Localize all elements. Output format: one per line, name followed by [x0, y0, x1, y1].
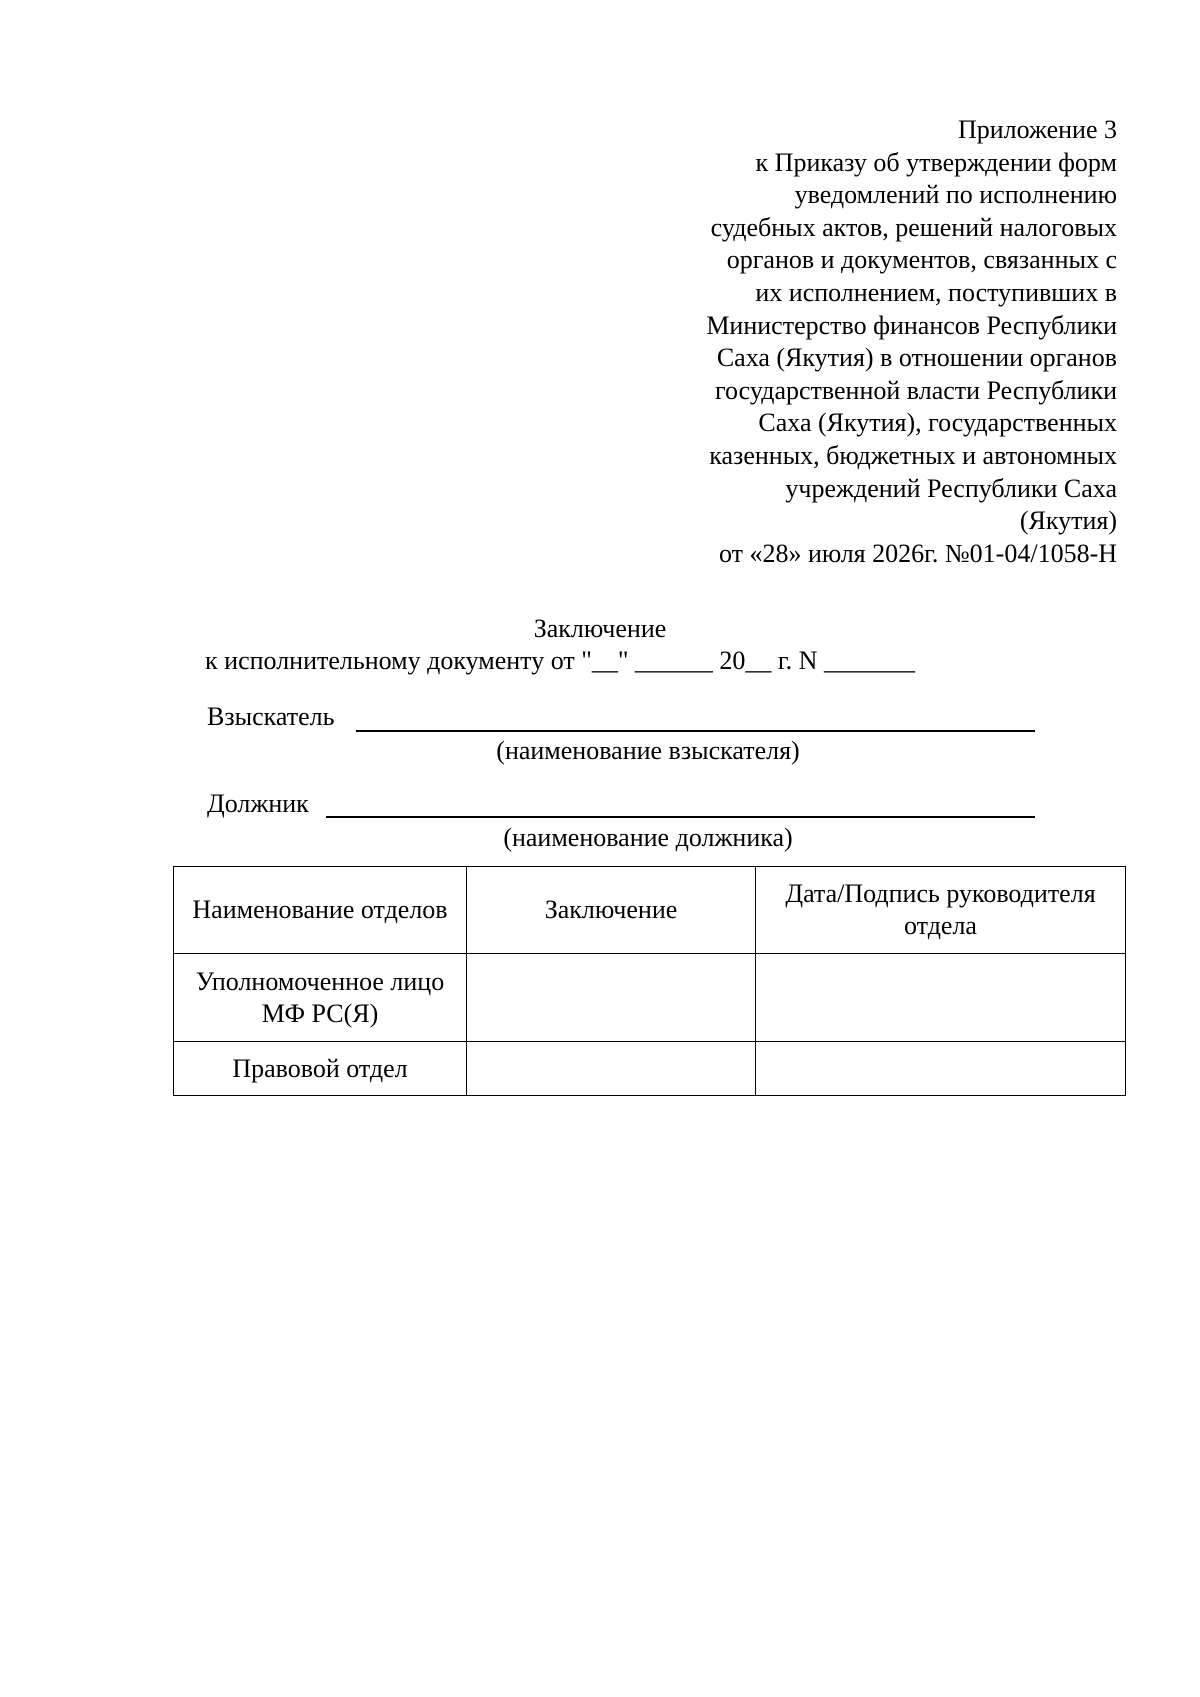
conclusion-cell[interactable]: [467, 1042, 756, 1096]
appendix-line: (Якутия): [1019, 506, 1117, 536]
appendix-line: судебных актов, решений налоговых: [710, 212, 1117, 242]
document-subtitle: к исполнительному документу от "__" ______ 20__ г. N _______: [205, 646, 915, 675]
debtor-caption: (наименование должника): [503, 823, 793, 852]
date-signature-cell[interactable]: [756, 954, 1126, 1042]
header-date-signature: Дата/Подпись руководителя отдела: [756, 867, 1126, 954]
header-departments: Наименование отделов: [174, 867, 467, 954]
appendix-line: Саха (Якутия) в отношении органов: [716, 343, 1117, 373]
header-conclusion: Заключение: [467, 867, 756, 954]
appendix-line: казенных, бюджетных и автономных: [709, 440, 1117, 470]
document-title: Заключение: [533, 614, 667, 643]
appendix-order-date: от «28» июля 2026г. №01-04/1058-Н: [719, 538, 1117, 568]
date-signature-cell[interactable]: [756, 1042, 1126, 1096]
appendix-line: Приложение 3: [957, 115, 1117, 144]
appendix-line: к Приказу об утверждении форм: [755, 147, 1117, 177]
debtor-underline: [326, 816, 1035, 818]
appendix-line: государственной власти Республики: [715, 375, 1117, 405]
table-header-row: [174, 867, 1126, 954]
conclusion-table: [173, 866, 1126, 1096]
table-row: [174, 954, 1126, 1042]
appendix-line: уведомлений по исполнению: [794, 180, 1117, 210]
appendix-line: учреждений Республики Саха: [785, 473, 1117, 503]
conclusion-cell[interactable]: [467, 954, 756, 1042]
appendix-line: Министерство финансов Республики: [706, 310, 1117, 340]
appendix-line: Саха (Якутия), государственных: [758, 408, 1117, 438]
appendix-header: [637, 114, 1117, 570]
table-row: [174, 1042, 1126, 1096]
department-name: Правовой отдел: [174, 1042, 467, 1096]
appendix-line: органов и документов, связанных с: [726, 245, 1117, 275]
claimant-underline: [356, 730, 1035, 732]
claimant-caption: (наименование взыскателя): [496, 736, 800, 765]
appendix-line: их исполнением, поступивших в: [755, 277, 1117, 307]
department-name: Уполномоченное лицо МФ РС(Я): [174, 954, 467, 1042]
debtor-label: Должник: [207, 789, 309, 818]
claimant-label: Взыскатель: [207, 702, 335, 731]
